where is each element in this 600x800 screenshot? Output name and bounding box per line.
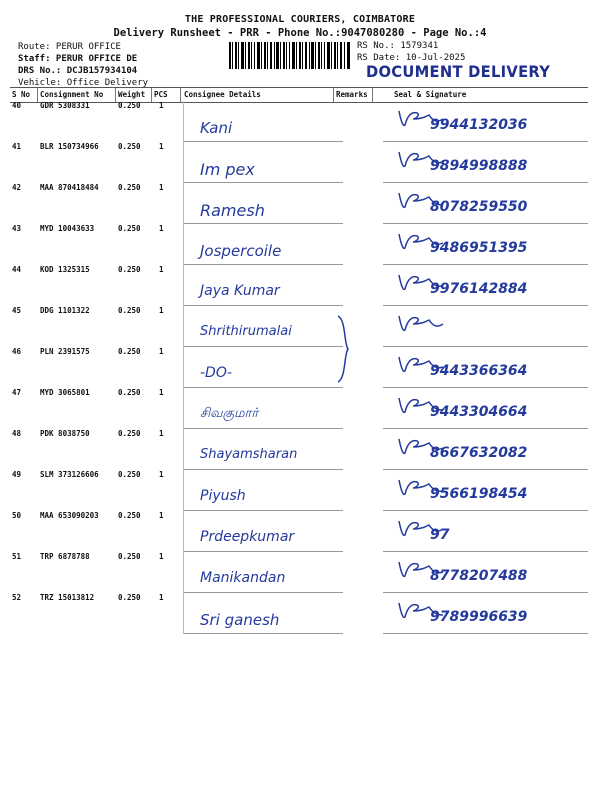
handwritten-phone-number: 9976142884 bbox=[430, 281, 528, 297]
handwritten-phone-number: 9486951395 bbox=[430, 240, 528, 256]
consignment-number: MAA 653090203 bbox=[40, 511, 99, 520]
serial-number: 46 bbox=[12, 347, 22, 356]
serial-number: 42 bbox=[12, 183, 22, 192]
consignment-number: SLM 373126606 bbox=[40, 470, 99, 479]
runsheet-subtitle: Delivery Runsheet - PRR - Phone No.:9047080280 - Page No.:4 bbox=[113, 27, 487, 39]
consignment-number: TRZ 15013812 bbox=[40, 593, 95, 602]
weight-value: 0.250 bbox=[118, 470, 141, 479]
weight-value: 0.250 bbox=[118, 347, 141, 356]
table-row bbox=[10, 470, 588, 511]
weight-value: 0.250 bbox=[118, 142, 141, 151]
consignment-number: MAA 870418484 bbox=[40, 183, 99, 192]
table-row bbox=[10, 142, 588, 183]
table-row bbox=[10, 388, 588, 429]
pcs-value: 1 bbox=[159, 224, 164, 233]
weight-value: 0.250 bbox=[118, 593, 141, 602]
consignee-handwritten-name: Jospercoile bbox=[200, 242, 282, 260]
pcs-value: 1 bbox=[159, 593, 164, 602]
pcs-value: 1 bbox=[159, 429, 164, 438]
column-consignee: Consignee Details bbox=[184, 90, 261, 99]
table-row bbox=[10, 306, 588, 347]
consignment-number: TRP 6878788 bbox=[40, 552, 90, 561]
weight-value: 0.250 bbox=[118, 429, 141, 438]
barcode-image bbox=[229, 42, 351, 69]
serial-number: 50 bbox=[12, 511, 22, 520]
document-title: THE PROFESSIONAL COURIERS, COIMBATORE bbox=[184, 14, 416, 25]
table-row bbox=[10, 224, 588, 265]
table-row bbox=[10, 593, 588, 634]
table-row bbox=[10, 101, 588, 142]
pcs-value: 1 bbox=[159, 552, 164, 561]
table-row bbox=[10, 183, 588, 224]
consignment-number: GDR 5308331 bbox=[40, 101, 90, 110]
pcs-value: 1 bbox=[159, 388, 164, 397]
serial-number: 44 bbox=[12, 265, 22, 274]
pcs-value: 1 bbox=[159, 306, 164, 315]
pcs-value: 1 bbox=[159, 511, 164, 520]
consignee-handwritten-name: Sri ganesh bbox=[200, 611, 280, 629]
column-pcs: PCS bbox=[154, 90, 168, 99]
consignment-number: PDK 8038750 bbox=[40, 429, 90, 438]
handwritten-phone-number: 9944132036 bbox=[430, 117, 528, 133]
consignee-handwritten-name: Manikandan bbox=[200, 570, 286, 586]
handwritten-phone-number: 9443366364 bbox=[430, 363, 528, 379]
handwritten-phone-number: 9566198454 bbox=[430, 486, 528, 502]
consignment-number: MYD 10043633 bbox=[40, 224, 95, 233]
consignee-handwritten-name: Kani bbox=[200, 119, 233, 137]
rs-date-text: RS Date: 10-Jul-2025 bbox=[357, 53, 466, 63]
consignment-number: MYD 3065801 bbox=[40, 388, 90, 397]
pcs-value: 1 bbox=[159, 101, 164, 110]
consignee-handwritten-name: Prdeepkumar bbox=[200, 529, 295, 545]
pcs-value: 1 bbox=[159, 265, 164, 274]
rs-number-text: RS No.: 1579341 bbox=[357, 41, 439, 51]
weight-value: 0.250 bbox=[118, 511, 141, 520]
column-sno: S No bbox=[12, 90, 31, 99]
consignment-number: PLN 2391575 bbox=[40, 347, 90, 356]
consignee-handwritten-name: -DO- bbox=[200, 365, 232, 381]
document-delivery-stamp: DOCUMENT DELIVERY bbox=[366, 62, 551, 81]
pcs-value: 1 bbox=[159, 142, 164, 151]
serial-number: 41 bbox=[12, 142, 22, 151]
weight-value: 0.250 bbox=[118, 306, 141, 315]
handwritten-phone-number: 8667632082 bbox=[430, 445, 528, 461]
runsheet-info-right bbox=[357, 40, 465, 64]
weight-value: 0.250 bbox=[118, 552, 141, 561]
serial-number: 47 bbox=[12, 388, 22, 397]
staff-text: Staff: PERUR OFFICE DE bbox=[18, 54, 138, 64]
pcs-value: 1 bbox=[159, 347, 164, 356]
consignment-number: KOD 1325315 bbox=[40, 265, 90, 274]
handwritten-phone-number: 9789996639 bbox=[430, 609, 528, 625]
table-row bbox=[10, 265, 588, 306]
weight-value: 0.250 bbox=[118, 183, 141, 192]
weight-value: 0.250 bbox=[118, 224, 141, 233]
vehicle-text: Vehicle: Office Delivery bbox=[18, 78, 149, 88]
consignee-handwritten-name: Piyush bbox=[200, 488, 246, 504]
column-seal: Seal & Signature bbox=[394, 90, 467, 99]
handwritten-phone-number: 8778207488 bbox=[430, 568, 528, 584]
table-row bbox=[10, 347, 588, 388]
serial-number: 49 bbox=[12, 470, 22, 479]
serial-number: 45 bbox=[12, 306, 22, 315]
serial-number: 48 bbox=[12, 429, 22, 438]
drs-number-text: DRS No.: DCJB157934104 bbox=[18, 66, 138, 76]
handwritten-phone-number: 97 bbox=[430, 527, 450, 543]
weight-value: 0.250 bbox=[118, 388, 141, 397]
table-row bbox=[10, 511, 588, 552]
signature-scribble bbox=[395, 312, 445, 336]
consignee-handwritten-name: Ramesh bbox=[200, 201, 265, 220]
handwritten-phone-number: 8078259550 bbox=[430, 199, 528, 215]
weight-value: 0.250 bbox=[118, 101, 141, 110]
table-row bbox=[10, 429, 588, 470]
table-row bbox=[10, 552, 588, 593]
consignment-number: DDG 1101322 bbox=[40, 306, 90, 315]
consignee-handwritten-name: Im pex bbox=[200, 160, 255, 179]
serial-number: 43 bbox=[12, 224, 22, 233]
pcs-value: 1 bbox=[159, 470, 164, 479]
consignee-handwritten-name: Jaya Kumar bbox=[200, 283, 280, 299]
consignee-handwritten-name: சிவகுமார் bbox=[200, 406, 259, 421]
runsheet-info-left bbox=[18, 41, 148, 89]
consignee-handwritten-name: Shrithirumalai bbox=[200, 324, 292, 339]
serial-number: 52 bbox=[12, 593, 22, 602]
column-consignment: Consignment No bbox=[40, 90, 104, 99]
row-group-bracket bbox=[336, 314, 350, 384]
handwritten-phone-number: 9894998888 bbox=[430, 158, 528, 174]
route-text: Route: PERUR OFFICE bbox=[18, 42, 121, 52]
serial-number: 40 bbox=[12, 101, 22, 110]
pcs-value: 1 bbox=[159, 183, 164, 192]
column-remarks: Remarks bbox=[336, 90, 368, 99]
consignee-handwritten-name: Shayamsharan bbox=[200, 447, 298, 462]
weight-value: 0.250 bbox=[118, 265, 141, 274]
consignment-number: BLR 150734966 bbox=[40, 142, 99, 151]
column-weight: Weight bbox=[118, 90, 146, 99]
serial-number: 51 bbox=[12, 552, 22, 561]
handwritten-phone-number: 9443304664 bbox=[430, 404, 528, 420]
